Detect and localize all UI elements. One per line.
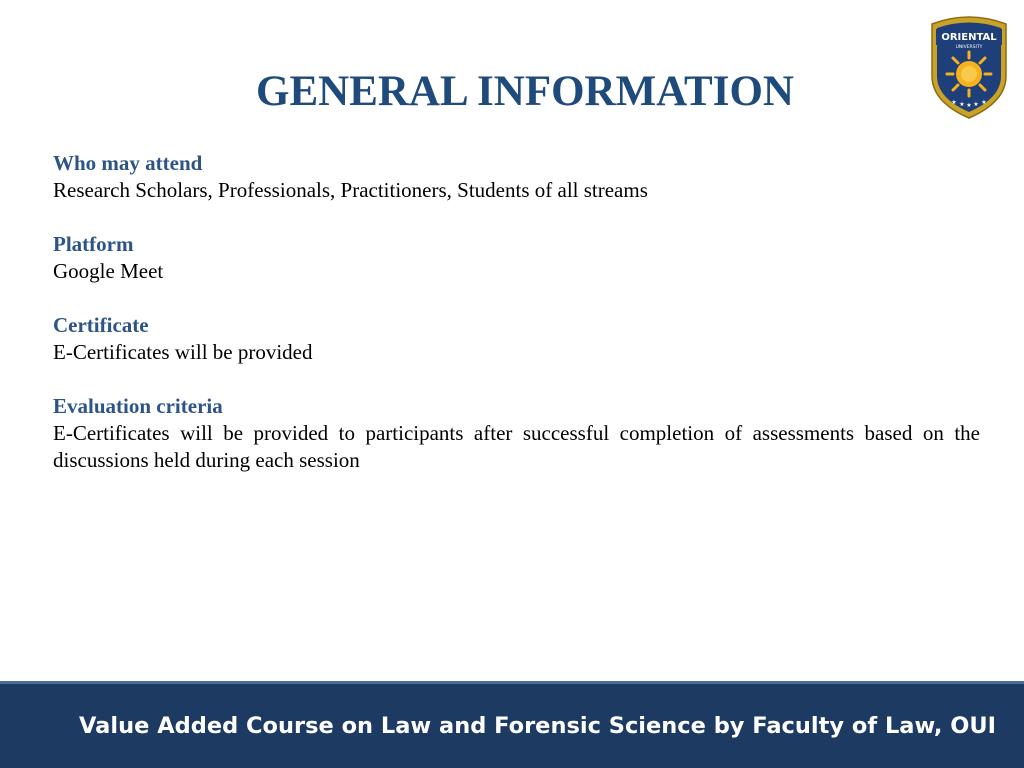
section-evaluation-criteria	[53, 393, 980, 474]
svg-text:ORIENTAL: ORIENTAL	[941, 32, 997, 43]
page-title: GENERAL INFORMATION	[256, 68, 794, 115]
section-text: Google Meet	[53, 259, 164, 283]
section-heading: Evaluation criteria	[53, 394, 223, 418]
footer-text: Value Added Course on Law and Forensic Science by Faculty of Law, OUI	[79, 713, 996, 739]
section-heading: Who may attend	[53, 151, 203, 175]
svg-text:UNIVERSITY: UNIVERSITY	[955, 45, 983, 50]
svg-text:★: ★	[951, 99, 957, 106]
section-heading: Platform	[53, 232, 134, 256]
svg-text:★: ★	[973, 101, 979, 108]
svg-text:★: ★	[966, 102, 972, 109]
section-text: E-Certificates will be provided to participants after successful completion of assessments based on the discussions held during each session	[53, 421, 980, 472]
info-sections	[53, 150, 980, 501]
footer-bar	[0, 681, 1024, 768]
section-text: Research Scholars, Professionals, Practitioners, Students of all streams	[53, 178, 648, 202]
section-who-may-attend	[53, 150, 980, 204]
svg-text:★: ★	[959, 101, 965, 108]
section-platform	[53, 231, 980, 285]
svg-text:★: ★	[981, 99, 987, 106]
section-text: E-Certificates will be provided	[53, 340, 313, 364]
section-certificate	[53, 312, 980, 366]
section-heading: Certificate	[53, 313, 149, 337]
